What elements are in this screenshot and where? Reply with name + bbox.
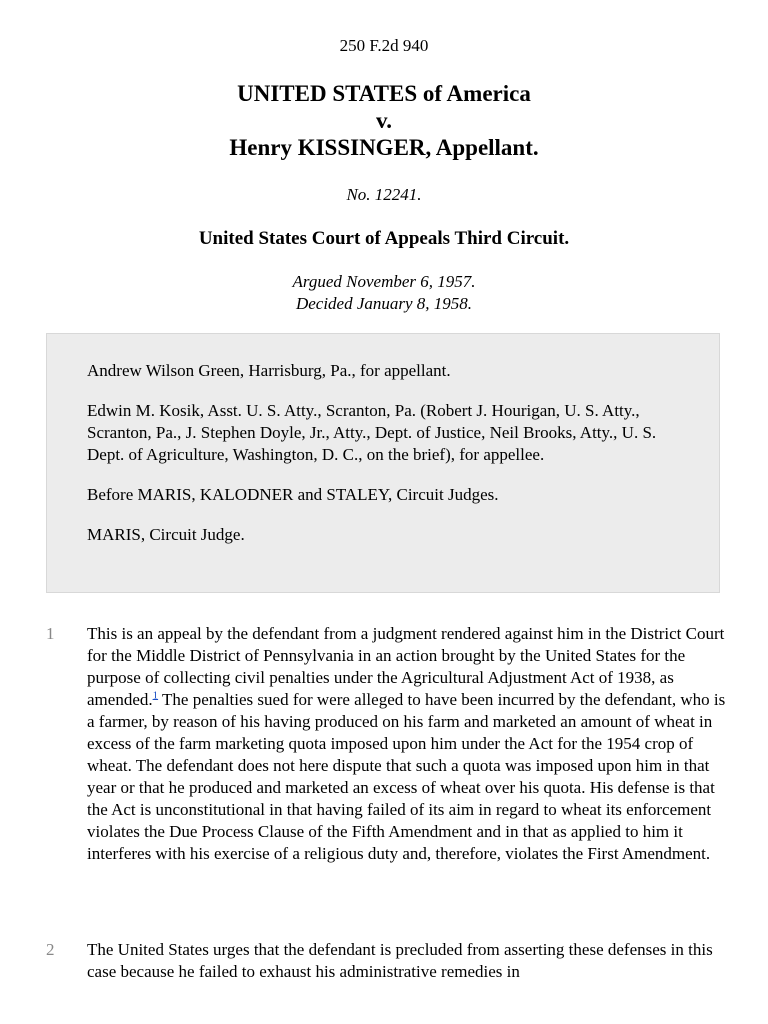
paragraph-text	[87, 623, 727, 865]
caption-versus: v.	[376, 108, 392, 133]
argued-date: Argued November 6, 1957.	[292, 272, 476, 291]
case-dates	[0, 271, 768, 315]
paragraph-text-part: The penalties sued for were alleged to have been incurred by the defendant, who is a farmer, by reason of his having produced on his farm and marketed an amount of wheat in excess of the farm marketing quota imposed upon him under the Act for the 1954 crop of wheat. The defendant does not here dispute that such a quota was imposed upon him in that year or that he produced and marketed an excess of wheat over his quota. His defense is that the Act is unconstitutional in that having failed of its aim in regard to wheat its enforcement violates the Due Process Clause of the Fifth Amendment and in that as applied to him it interferes with his exercise of a religious duty and, therefore, violates the First Amendment.	[87, 690, 726, 863]
paragraph-text: The United States urges that the defendant is precluded from asserting these defenses in this case because he failed to exhaust his administrative remedies in	[87, 940, 713, 981]
paragraph-number: 1	[46, 624, 55, 643]
case-caption	[0, 80, 768, 161]
paragraph-text-part: This is an appeal by the defendant from a judgment rendered against him in the District Court for the Middle District of Pennsylvania in an action brought by the United States for the purpose of collecting civil penalties under the Agricultural Adjustment Act of 1938, as amended.	[87, 624, 725, 709]
counsel-box	[46, 333, 720, 593]
paragraph-number: 2	[46, 940, 55, 959]
caption-plaintiff: UNITED STATES of America	[237, 81, 531, 106]
case-citation: 250 F.2d 940	[339, 36, 429, 55]
docket-number: No. 12241.	[346, 185, 422, 204]
footnote-link[interactable]: 1	[152, 689, 159, 702]
counsel-appellee: Edwin M. Kosik, Asst. U. S. Atty., Scranton, Pa. (Robert J. Hourigan, U. S. Atty., Scranton, Pa., J. Stephen Doyle, Jr., Atty., Dept. of Justice, Neil Brooks, Atty., U. S. Dept. of Agriculture, Washington, D. C., on the brief), for appellee.	[87, 401, 657, 464]
opinion-author: MARIS, Circuit Judge.	[87, 525, 245, 544]
decided-date: Decided January 8, 1958.	[295, 294, 473, 313]
counsel-appellant: Andrew Wilson Green, Harrisburg, Pa., for appellant.	[87, 361, 451, 380]
court-name: United States Court of Appeals Third Circuit.	[198, 228, 570, 249]
judges-panel: Before MARIS, KALODNER and STALEY, Circuit Judges.	[87, 485, 499, 504]
caption-defendant: Henry KISSINGER, Appellant.	[229, 135, 539, 160]
